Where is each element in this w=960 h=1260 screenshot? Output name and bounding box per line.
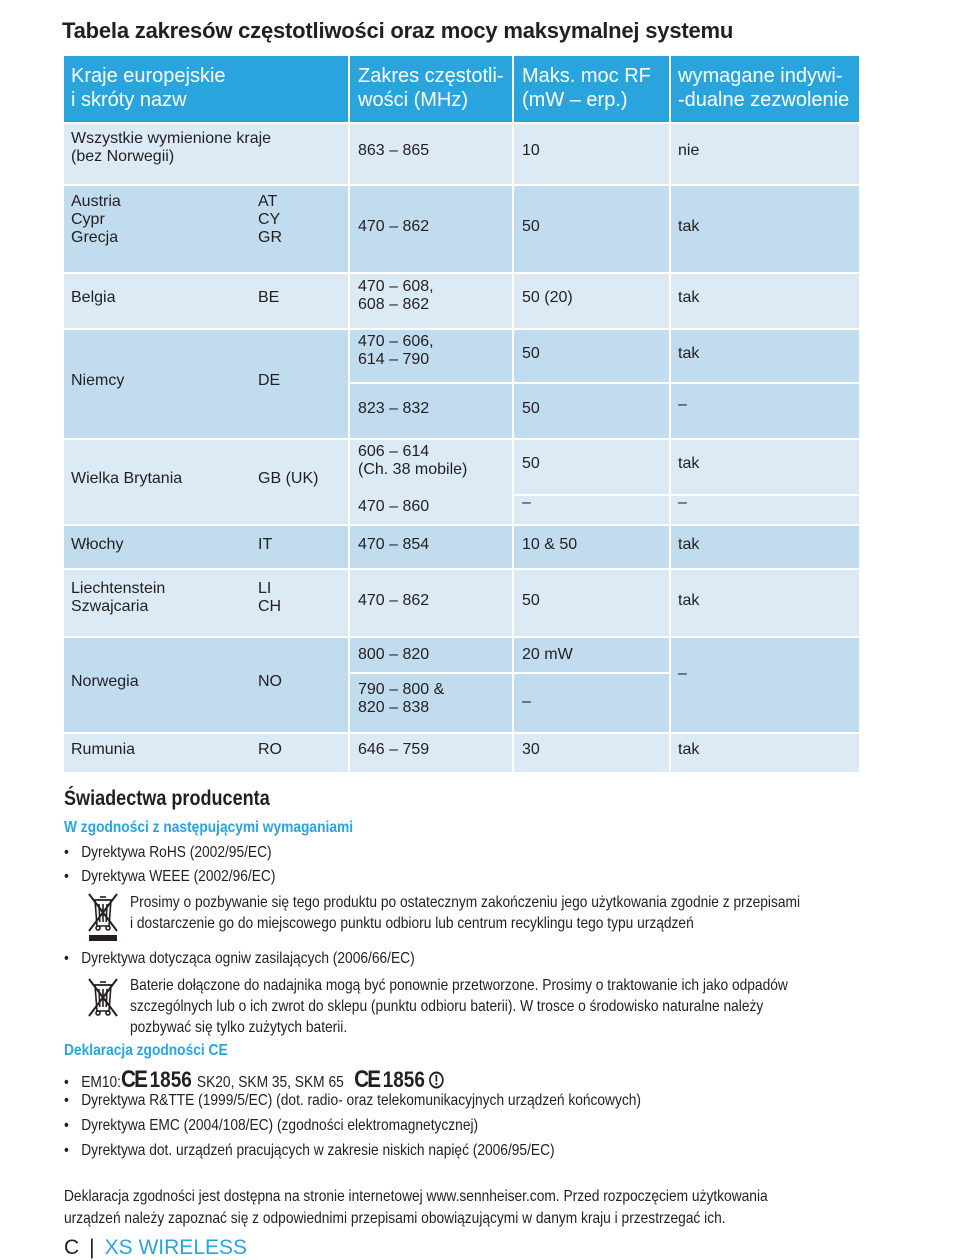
battery-description-text: Baterie dołączone do nadajnika mogą być ponownie przetworzone. Prosimy o traktowanie ich jako odpadów szczególnych lub o ich zwrot do sklepu (punktu odbioru baterii). W trosce o środowisko naturalne należy pozbywać się tylko zużytych baterii. bbox=[130, 977, 788, 1036]
ce-number: 1856 bbox=[382, 1067, 425, 1092]
ce-mark-icon bbox=[121, 1066, 146, 1093]
footer-separator: | bbox=[89, 1236, 95, 1259]
weee-text: Dyrektywa WEEE (2002/96/EC) bbox=[81, 868, 276, 885]
ce-mark-icon bbox=[354, 1066, 379, 1093]
cell-power: 50 bbox=[522, 218, 540, 235]
cell-permit: tak bbox=[678, 536, 700, 553]
cell-frequency: 863 – 865 bbox=[358, 142, 430, 159]
cell-power: 50 bbox=[522, 345, 540, 362]
cell-code: GB (UK) bbox=[258, 470, 319, 487]
cell-power: 50 bbox=[522, 592, 540, 609]
list-item-emc bbox=[64, 1117, 478, 1135]
cell-code: IT bbox=[258, 536, 273, 553]
cell-permit: tak bbox=[678, 592, 700, 609]
cell-frequency: 800 – 820 bbox=[358, 646, 430, 663]
cell-frequency: 470 – 608, 608 – 862 bbox=[358, 278, 434, 313]
cell-power: – bbox=[522, 494, 531, 511]
cell-code: BE bbox=[258, 289, 280, 306]
ce-mark-text: CE bbox=[354, 1066, 380, 1093]
cell-frequency: 823 – 832 bbox=[358, 400, 430, 417]
column-divider bbox=[348, 56, 350, 772]
cell-permit: tak bbox=[678, 345, 700, 362]
cell-power: 10 bbox=[522, 142, 540, 159]
header-permit: wymagane indywi- -dualne zezwolenie bbox=[678, 65, 850, 111]
alert-circle-icon bbox=[428, 1071, 443, 1089]
cell-country: Liechtenstein Szwajcaria bbox=[71, 580, 166, 615]
cell-frequency: 470 – 854 bbox=[358, 536, 430, 553]
cell-code: NO bbox=[258, 673, 282, 690]
cell-power: 50 bbox=[522, 455, 540, 472]
cell-permit: – bbox=[678, 396, 687, 413]
footer-letter: C bbox=[64, 1236, 80, 1259]
cell-permit: nie bbox=[678, 142, 700, 159]
battery-description bbox=[130, 975, 861, 1038]
cell-code: LI CH bbox=[258, 580, 282, 615]
cell-permit: tak bbox=[678, 218, 700, 235]
ce-mark-text: CE bbox=[120, 1066, 147, 1093]
header-power: Maks. moc RF (mW – erp.) bbox=[522, 65, 651, 111]
page-footer bbox=[64, 1236, 247, 1260]
cell-power: 10 & 50 bbox=[522, 536, 578, 553]
row-belgium bbox=[64, 274, 859, 328]
bullet-icon: • bbox=[64, 1092, 69, 1109]
row-divider bbox=[350, 382, 859, 384]
certificates-heading: Świadectwa producenta bbox=[64, 787, 270, 810]
lvd-text: Dyrektywa dot. urządzeń pracujących w zakresie niskich napięć (2006/95/EC) bbox=[81, 1142, 555, 1159]
list-item-rohs bbox=[64, 844, 272, 862]
rtte-text: Dyrektywa R&TTE (1999/5/EC) (dot. radio- oraz telekomunikacyjnych urządzeń końcowych) bbox=[81, 1092, 641, 1109]
em10-prefix: EM10: bbox=[81, 1074, 121, 1091]
crossed-bin-icon bbox=[86, 975, 120, 1021]
cell-power: 50 (20) bbox=[522, 289, 573, 306]
bullet-icon: • bbox=[64, 868, 69, 885]
cell-country: Rumunia bbox=[71, 741, 136, 758]
cell-power: 50 bbox=[522, 400, 540, 417]
cell-code: AT CY GR bbox=[258, 193, 282, 246]
bullet-icon: • bbox=[64, 1142, 69, 1159]
em10-models: SK20, SKM 35, SKM 65 bbox=[196, 1074, 344, 1091]
cell-frequency: 646 – 759 bbox=[358, 741, 430, 758]
cell-permit: tak bbox=[678, 741, 700, 758]
list-item-rtte bbox=[64, 1092, 641, 1110]
cell-power: 20 mW bbox=[522, 646, 573, 663]
cell-frequency: 470 – 862 bbox=[358, 592, 430, 609]
cell-permit: tak bbox=[678, 455, 700, 472]
emc-text: Dyrektywa EMC (2004/108/EC) (zgodności elektromagnetycznej) bbox=[81, 1117, 479, 1134]
cell-country: Belgia bbox=[71, 289, 116, 306]
cell-power: 30 bbox=[522, 741, 540, 758]
list-item-weee bbox=[64, 868, 275, 886]
cell-frequency: 790 – 800 & 820 – 838 bbox=[358, 681, 445, 716]
rohs-text: Dyrektywa RoHS (2002/95/EC) bbox=[81, 844, 272, 861]
cell-country: Wszystkie wymienione kraje (bez Norwegii) bbox=[71, 130, 272, 165]
list-item-battery bbox=[64, 950, 415, 968]
cell-country: Norwegia bbox=[71, 673, 139, 690]
bullet-icon: • bbox=[64, 844, 69, 861]
header-country: Kraje europejskie i skróty nazw bbox=[71, 65, 226, 111]
ce-number: 1856 bbox=[149, 1067, 192, 1092]
compliance-heading: W zgodności z następującymi wymaganiami bbox=[64, 819, 354, 836]
row-divider bbox=[350, 672, 669, 674]
row-romania bbox=[64, 734, 859, 772]
row-italy bbox=[64, 526, 859, 568]
cell-permit: – bbox=[678, 494, 687, 511]
column-divider bbox=[512, 56, 514, 772]
cell-code: DE bbox=[258, 372, 281, 389]
weee-description-text: Prosimy o pozbywanie się tego produktu po ostatecznym zakończeniu jego użytkowania zgodnie z przepisami i dostarczenie go do miejscowego punktu odbioru lub centrum recyklingu tego typu urządzeń bbox=[130, 894, 801, 932]
ce-heading: Deklaracja zgodności CE bbox=[64, 1042, 228, 1059]
declaration-note-text: Deklaracja zgodności jest dostępna na stronie internetowej www.sennheiser.com. Przed rozpoczęciem użytkowania urządzeń należy zapoznać się z odpowiednimi przepisami obowiązującymi w danym kraju i przestrzegać ich. bbox=[64, 1188, 768, 1227]
cell-country: Niemcy bbox=[71, 372, 125, 389]
cell-power: – bbox=[522, 693, 531, 710]
row-acg bbox=[64, 186, 859, 272]
cell-frequency: 470 – 862 bbox=[358, 218, 430, 235]
battery-text: Dyrektywa dotycząca ogniw zasilających (2006/66/EC) bbox=[81, 950, 415, 967]
crossed-bin-icon bbox=[86, 890, 120, 942]
cell-frequency: 470 – 860 bbox=[358, 498, 430, 515]
page-title: Tabela zakresów częstotliwości oraz mocy maksymalnej systemu bbox=[62, 18, 734, 43]
column-divider bbox=[669, 56, 671, 772]
cell-country: Wielka Brytania bbox=[71, 470, 183, 487]
row-germany bbox=[64, 330, 859, 438]
declaration-note bbox=[64, 1186, 838, 1230]
cell-country: Austria Cypr Grecja bbox=[71, 193, 121, 246]
cell-code: RO bbox=[258, 741, 282, 758]
cell-country: Włochy bbox=[71, 536, 124, 553]
row-liechtenstein bbox=[64, 570, 859, 636]
bullet-icon: • bbox=[64, 1117, 69, 1134]
cell-permit: tak bbox=[678, 289, 700, 306]
footer-product: XS WIRELESS bbox=[104, 1236, 248, 1259]
list-item-lvd bbox=[64, 1142, 555, 1160]
cell-frequency: 606 – 614 (Ch. 38 mobile) bbox=[358, 443, 468, 478]
header-frequency: Zakres częstotli- wości (MHz) bbox=[358, 65, 504, 111]
row-norway bbox=[64, 638, 859, 732]
cell-frequency: 470 – 606, 614 – 790 bbox=[358, 333, 434, 368]
bullet-icon: • bbox=[64, 950, 69, 967]
weee-description bbox=[130, 892, 861, 934]
bullet-icon: • bbox=[64, 1074, 69, 1091]
cell-permit: – bbox=[678, 665, 687, 682]
list-item-em10 bbox=[64, 1066, 444, 1094]
